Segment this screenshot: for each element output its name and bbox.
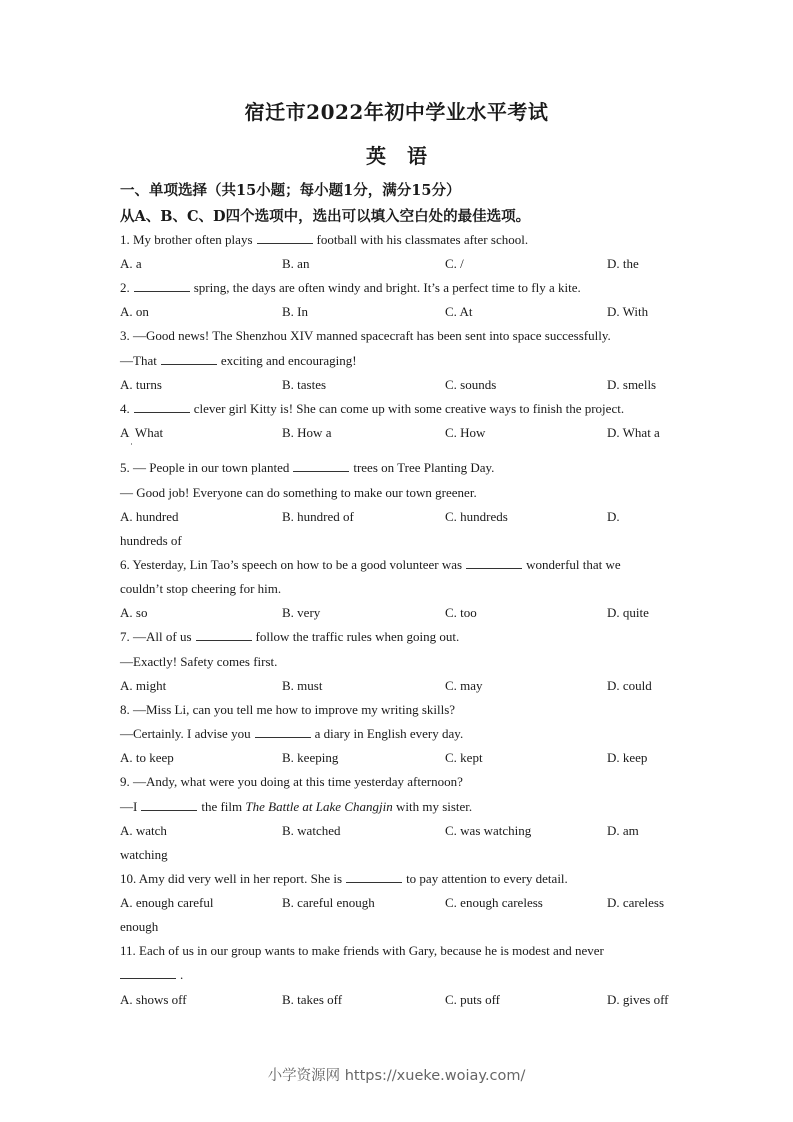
question-5-options: [0, 509, 793, 525]
answer-blank: [141, 799, 197, 811]
option-a: A. turns: [120, 377, 162, 392]
question-1-stem: 1. My brother often plays football with his classmates after school.: [120, 232, 529, 247]
option-c: C. At: [445, 304, 473, 319]
question-2-options: [0, 304, 793, 320]
option-c: C. /: [445, 256, 464, 271]
option-d-wrap: hundreds of: [120, 533, 182, 548]
answer-blank: [466, 557, 522, 569]
film-title: The Battle at Lake Changjin: [245, 799, 393, 814]
question-10-stem: 10. Amy did very well in her report. She is to pay attention to every detail.: [120, 871, 568, 886]
option-b: B. watched: [282, 823, 341, 838]
option-d: D.: [607, 509, 620, 524]
question-3-stem: 3. —Good news! The Shenzhou XIV manned spacecraft has been sent into space successfully.: [120, 328, 611, 343]
question-3-options: [0, 377, 793, 393]
option-d-wrap: enough: [120, 919, 159, 934]
question-10-options: [0, 895, 793, 911]
exam-subject: 英 语: [366, 144, 427, 168]
option-b: B. tastes: [282, 377, 327, 392]
option-c: C. How: [445, 425, 486, 440]
option-d-wrap: watching: [120, 847, 168, 862]
question-9-stem: 9. —Andy, what were you doing at this time yesterday afternoon?: [120, 774, 463, 789]
question-6-stem: 6. Yesterday, Lin Tao’s speech on how to be a good volunteer was wonderful that we: [120, 557, 621, 572]
option-a: A. so: [120, 605, 148, 620]
option-a: A. shows off: [120, 992, 187, 1007]
question-9-reply: —I the film The Battle at Lake Changjin with my sister.: [120, 799, 473, 814]
option-c: C. kept: [445, 750, 483, 765]
option-b: B. keeping: [282, 750, 339, 765]
option-a: A. a: [120, 256, 142, 271]
option-d: D. quite: [607, 605, 649, 620]
question-3-reply: —That exciting and encouraging!: [120, 353, 357, 368]
option-b: B. an: [282, 256, 310, 271]
option-b: B. hundred of: [282, 509, 354, 524]
section-heading: 一、单项选择（共15小题；每小题1分，满分15分）: [120, 182, 461, 199]
option-b: B. takes off: [282, 992, 343, 1007]
option-d: D. could: [607, 678, 652, 693]
exam-title: 宿迁市2022年初中学业水平考试: [244, 100, 549, 124]
question-7-options: [0, 678, 793, 694]
question-4-stem: 4. clever girl Kitty is! She can come up with some creative ways to finish the project.: [120, 401, 625, 416]
question-11-stem: 11. Each of us in our group wants to make friends with Gary, because he is modest and never: [120, 943, 604, 958]
question-11-continued: .: [120, 967, 183, 983]
question-2-stem: 2. spring, the days are often windy and bright. It’s a perfect time to fly a kite.: [120, 280, 581, 295]
question-6-options: [0, 605, 793, 621]
option-a: A. on: [120, 304, 149, 319]
question-5-stem: 5. — People in our town planted trees on Tree Planting Day.: [120, 460, 495, 475]
option-d: D. keep: [607, 750, 648, 765]
question-1-options: [0, 256, 793, 272]
option-a: A. enough careful: [120, 895, 214, 910]
option-b: B. careful enough: [282, 895, 375, 910]
option-b: B. In: [282, 304, 308, 319]
option-d: D. What a: [607, 425, 660, 440]
option-d: D. the: [607, 256, 639, 271]
option-a: A. hundred: [120, 509, 179, 524]
option-d: D. smells: [607, 377, 657, 392]
answer-blank: [255, 726, 311, 738]
option-b: B. very: [282, 605, 321, 620]
answer-blank: [346, 871, 402, 883]
question-7-reply: —Exactly! Safety comes first.: [120, 654, 278, 669]
answer-blank: [120, 967, 176, 979]
question-4-options: [0, 425, 793, 441]
answer-blank: [196, 629, 252, 641]
option-b: B. must: [282, 678, 323, 693]
question-8-reply: —Certainly. I advise you a diary in English every day.: [120, 726, 464, 741]
question-8-stem: 8. —Miss Li, can you tell me how to improve my writing skills?: [120, 702, 456, 717]
option-c: C. enough careless: [445, 895, 543, 910]
option-a: A. might: [120, 678, 167, 693]
answer-blank: [134, 280, 190, 292]
answer-blank: [257, 232, 313, 244]
option-c: C. hundreds: [445, 509, 508, 524]
question-11-options: [0, 992, 793, 1008]
stray-mark: [131, 443, 132, 445]
option-c: C. was watching: [445, 823, 532, 838]
question-5-reply: — Good job! Everyone can do something to make our town greener.: [120, 485, 477, 500]
answer-blank: [161, 353, 217, 365]
option-a: A. watch: [120, 823, 167, 838]
option-d: D. With: [607, 304, 649, 319]
question-7-stem: 7. —All of us follow the traffic rules when going out.: [120, 629, 460, 644]
section-instruction: 从A、B、C、D四个选项中，选出可以填入空白处的最佳选项。: [120, 208, 531, 225]
option-c: C. may: [445, 678, 483, 693]
watermark-footer: 小学资源网 https://xueke.woiay.com/: [267, 1068, 526, 1084]
option-c: C. too: [445, 605, 477, 620]
option-d: D. am: [607, 823, 639, 838]
question-9-options: [0, 823, 793, 839]
option-b: B. How a: [282, 425, 332, 440]
option-a: A. to keep: [120, 750, 174, 765]
answer-blank: [293, 460, 349, 472]
option-d: D. gives off: [607, 992, 669, 1007]
option-d: D. careless: [607, 895, 665, 910]
option-c: C. puts off: [445, 992, 501, 1007]
question-8-options: [0, 750, 793, 766]
answer-blank: [134, 401, 190, 413]
question-6-continued: couldn’t stop cheering for him.: [120, 581, 282, 596]
option-c: C. sounds: [445, 377, 497, 392]
option-a: A What: [120, 425, 164, 440]
